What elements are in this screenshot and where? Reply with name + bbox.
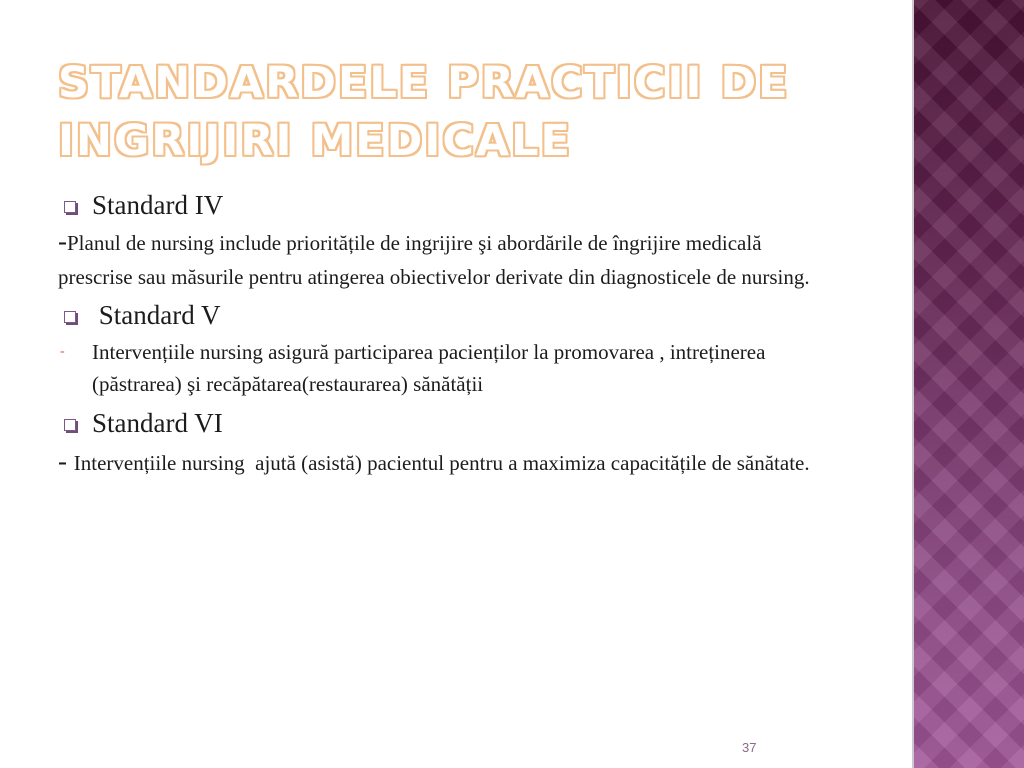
standard-v-description: Intervențiile nursing asigură participarea pacienților la promovarea , intreținerea (păstrarea) şi recăpătarea(restaurarea) sănătății	[92, 340, 766, 396]
checkbox-bullet-icon	[64, 419, 76, 431]
dash-bullet-icon: -	[60, 344, 65, 359]
decorative-side-band	[912, 0, 1024, 768]
dash-prefix: -	[58, 446, 74, 476]
checkbox-bullet-icon	[64, 311, 76, 323]
slide-title-line-2: INGRIJIRI MEDICALE	[58, 116, 572, 166]
standard-iv-heading	[58, 188, 818, 222]
standard-iv-label: Standard IV	[92, 190, 224, 220]
standard-v-label: Standard V	[92, 300, 221, 330]
dash-prefix: -	[58, 226, 67, 256]
slide-title-line-1: STANDARDELE PRACTICII DE	[58, 58, 790, 108]
checkbox-bullet-icon	[64, 201, 76, 213]
standard-v-heading	[58, 298, 818, 332]
standard-iv-description: Planul de nursing include prioritățile de ingrijire şi abordările de îngrijire medicală prescrise sau măsurile pentru atingerea obiectivelor derivate din diagnosticele de nursing.	[58, 231, 810, 289]
standard-vi-text	[58, 444, 818, 480]
standard-vi-label: Standard VI	[92, 408, 223, 438]
slide-title	[58, 54, 898, 170]
standard-vi-description: Intervențiile nursing ajută (asistă) pacientul pentru a maximiza capacitățile de sănătate.	[73, 451, 810, 475]
standard-v-text	[58, 336, 818, 400]
slide-body	[58, 188, 818, 480]
standard-vi-heading	[58, 406, 818, 440]
page-number: 37	[742, 740, 757, 755]
standard-iv-text	[58, 224, 818, 294]
